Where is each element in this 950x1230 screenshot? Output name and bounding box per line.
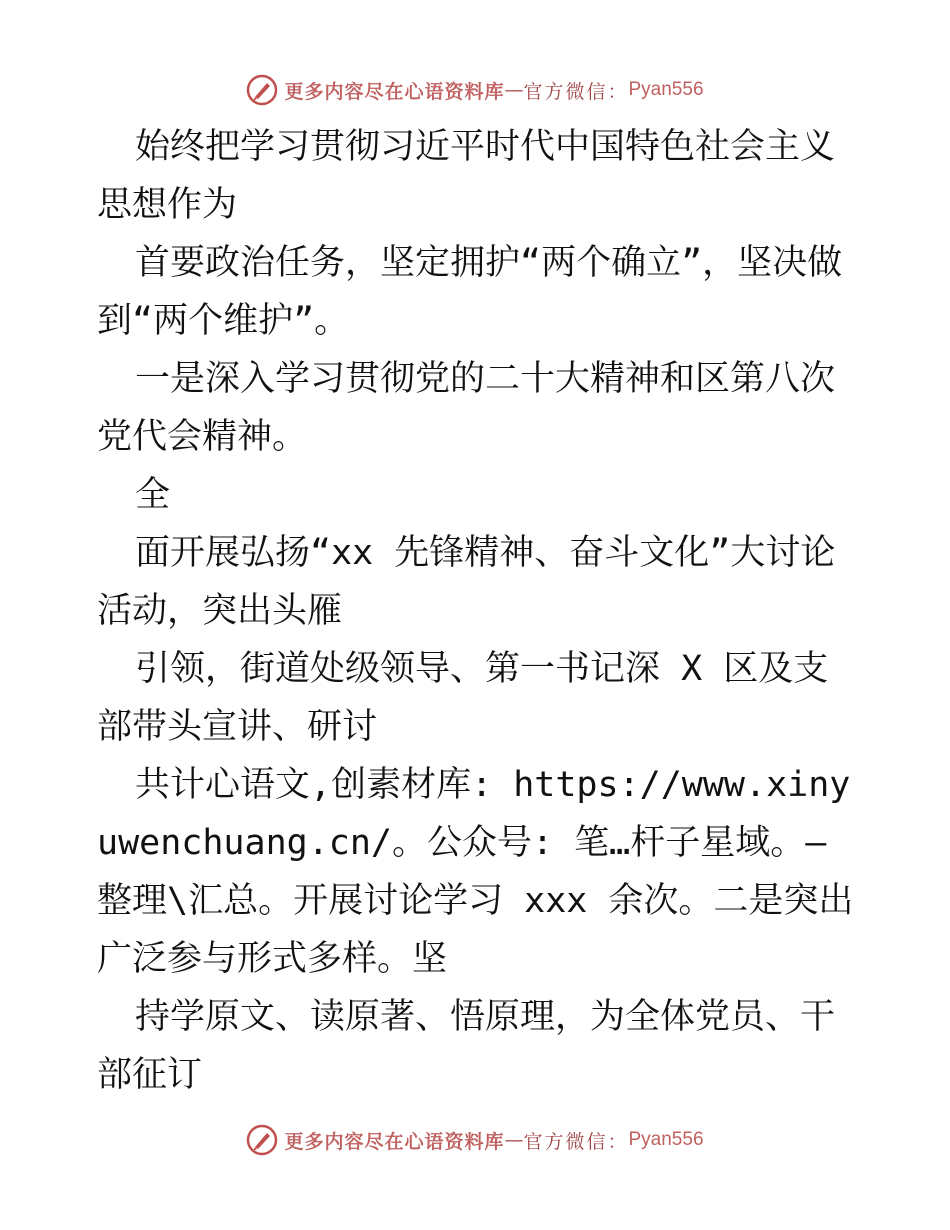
header-wechat-id: Pyan556 xyxy=(628,79,704,100)
paragraph: 面开展弘扬“xx 先锋精神、奋斗文化”大讨论活动，突出头雁 xyxy=(97,533,836,631)
paragraph: 全 xyxy=(135,475,171,515)
footer-separator: — xyxy=(504,1129,524,1151)
footer-wechat-label: 官方微信： xyxy=(523,1130,629,1153)
footer-brand-text: 更多内容尽在心语资料库 xyxy=(284,1130,505,1153)
quill-seal-icon xyxy=(246,1124,278,1156)
paragraph: 首要政治任务，坚定拥护“两个确立”，坚决做到“两个维护”。 xyxy=(97,243,843,341)
header-banner xyxy=(0,70,950,110)
paragraph: 引领，街道处级领导、第一书记深 X 区及支部带头宣讲、研讨 xyxy=(97,649,829,747)
footer-wechat-id: Pyan556 xyxy=(628,1129,704,1150)
paragraph: 持学原文、读原著、悟原理，为全体党员、干部征订 xyxy=(97,997,836,1095)
header-separator: — xyxy=(504,79,524,101)
header-wechat-label: 官方微信： xyxy=(523,80,629,103)
paragraph: 共计心语文,创素材库: https://www.xinyuwenchuang.cn/。公众号: 笔…杆子星域。—整理\汇总。开展讨论学习 xxx 余次。二是突出广泛参与形式多样。坚 xyxy=(97,765,854,979)
document-body xyxy=(97,118,857,1104)
paragraph: 始终把学习贯彻习近平时代中国特色社会主义思想作为 xyxy=(97,127,836,225)
header-brand-text: 更多内容尽在心语资料库 xyxy=(284,80,505,103)
quill-seal-icon xyxy=(246,74,278,106)
footer-banner xyxy=(0,1120,950,1160)
paragraph: 一是深入学习贯彻党的二十大精神和区第八次党代会精神。 xyxy=(97,359,836,457)
